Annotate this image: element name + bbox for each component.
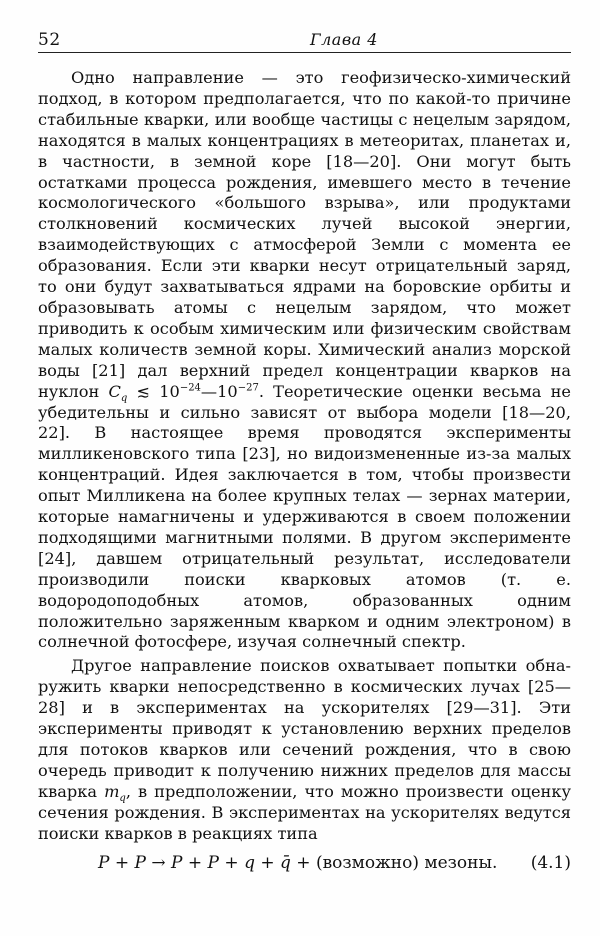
superscript: −24 [179,382,201,394]
running-head: Глава 4 [310,30,378,49]
text-run: Одно направление — это геофизическо-химический подход, в котором предполагается, что по какой-то причине стабильные кварки, или вообще частицы с нецелым зарядом, находятся в малых концентрациях в метеоритах, планетах и, в частности, в земной коре [18—20]. Они могут быть остатками процесса рождения, имевшего место в течение космологического «большого взрыва», или продуктами столкновений космических лучей высокой энергии, взаимодействующих с атмосферой Земли с момента ее образования. Если эти кварки несут отрицательный заряд, то они будут захватываться ядрами на боровские орбиты и образовывать атомы с нецелым зарядом, что может приводить к особым химическим или физическим свойствам малых количеств земной коры. Химический анализ морской воды [21] дал верхний предел концентрации кварков на нуклон [38,68,571,401]
text-run: —10 [200,381,238,401]
paragraph [38,68,571,653]
page-header [38,30,568,52]
text-run: . Теоретические оценки весьма не убедительны и сильно зависят от выбора модели [18—20, 22]. В настоящее время проводятся эксперименты милликеновского типа [23], но видоизмененные из-за малых концентраций. Идея заключается в том, чтобы произвести опыт Милликена на более крупных телах — зернах материи, которые намагничены и удерживаются в своем положении подходящими магнитными полями. В другом эксперименте [24], давшем отрицательный результат, исследователи производили поиски кварковых атомов (т. е. водородоподобных атомов, образованных одним положительно заряженным кварком и одним электроном) в солнечной фотосфере, изучая солнечный спектр. [38,381,572,652]
header-rule [38,52,571,53]
text-run: Другое направление поисков охватывает попытки обнаружить кварки непосредственно в космических лучах [25—28] и в экспериментах на ускорителях [29—31]. Эти эксперименты приводят к установлению верхних пределов для потоков кварков или сечений рождения, что в свою очередь приводит к получению нижних пределов для массы кварка [38,656,571,801]
subscript: q [120,392,128,404]
math-symbol: C [108,381,121,401]
equation-number: (4.1) [530,853,571,873]
equation-expression [98,853,497,873]
text-run: + [109,853,135,873]
math-symbol: P [207,853,219,873]
page-number: 52 [38,30,61,50]
math-symbol: P [171,853,183,873]
text-run: ≲ 10 [127,381,180,401]
paragraph [38,656,571,844]
body-text [38,68,571,845]
math-symbol: P [134,853,146,873]
subscript: q [119,793,126,805]
math-symbol: q̄ [280,853,291,873]
equation-4-1 [38,853,571,879]
text-run: → [145,853,172,873]
math-symbol: q [244,853,255,873]
text-run: + [182,853,208,873]
text-run: + (возможно) мезоны. [290,853,498,873]
math-symbol: m [104,781,120,801]
text-run: , в предположении, что можно произвести оценку сечения рождения. В экспериментах на ускорителях ведутся поиски кварков в реакциях типа [38,781,571,843]
text-run: + [254,853,281,873]
math-symbol: P [98,853,110,873]
text-run: + [219,853,245,873]
superscript: −27 [237,382,259,394]
